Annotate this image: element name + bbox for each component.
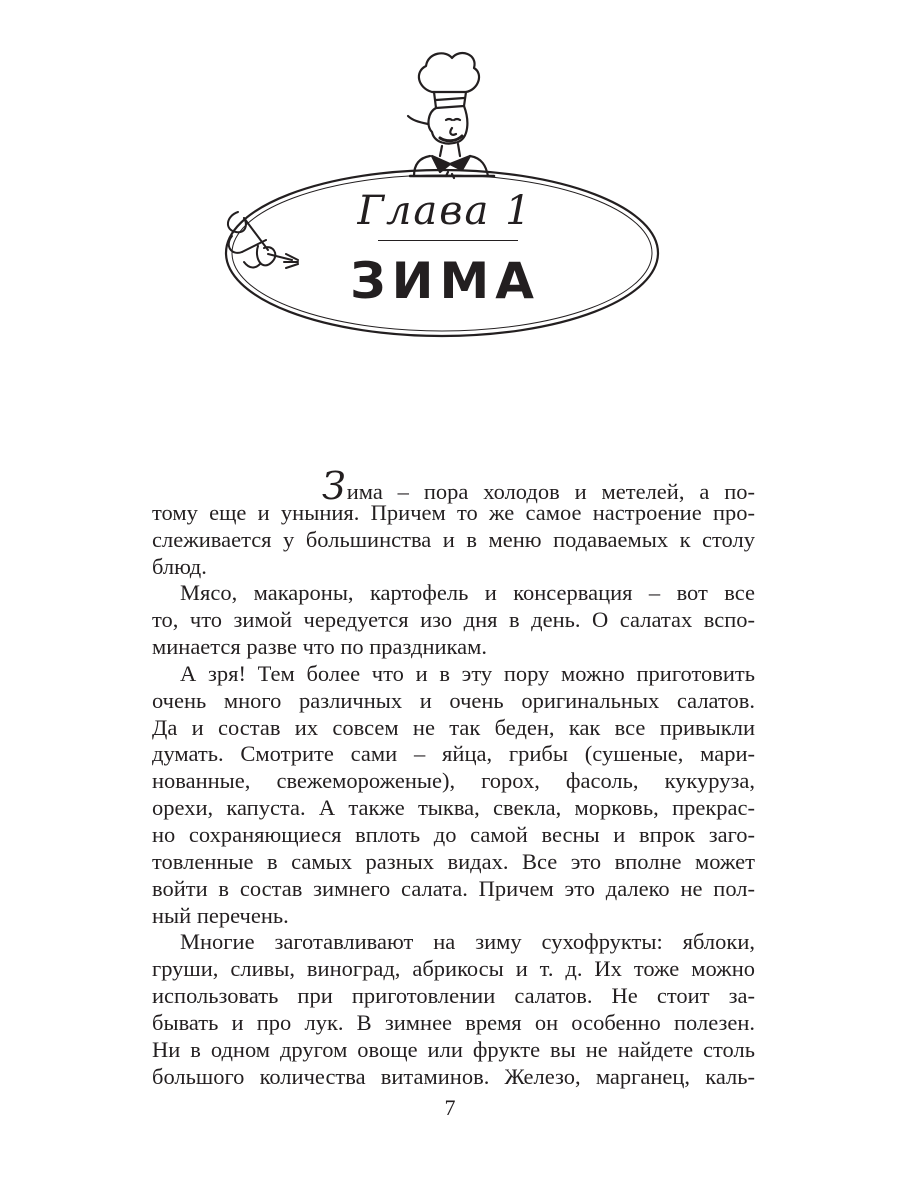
chapter-title: ЗИМА bbox=[350, 252, 540, 310]
text-line: Многие заготавливают на зиму сухофрукты: яблоки, bbox=[180, 929, 755, 955]
text-line: Мясо, макароны, картофель и консервация – вот все bbox=[180, 580, 755, 606]
chapter-body-text bbox=[152, 464, 755, 1090]
text-line: Ни в одном другом овоще или фрукте вы не найдете столь bbox=[152, 1036, 755, 1062]
text-line: ный перечень. bbox=[152, 902, 289, 928]
text-line: думать. Смотрите сами – яйца, грибы (сушеные, мари- bbox=[152, 741, 755, 767]
text-line: большого количества витаминов. Железо, марганец, каль- bbox=[152, 1063, 755, 1089]
text-line: блюд. bbox=[152, 553, 207, 579]
text-line: товленные в самых разных видах. Все это вполне может bbox=[152, 848, 755, 874]
text-line: то, что зимой чередуется изо дня в день. О салатах вспо- bbox=[152, 607, 755, 633]
chapter-label: Глава 1 bbox=[357, 188, 533, 234]
page-number: 7 bbox=[444, 1095, 456, 1120]
text-line: тому еще и уныния. Причем то же самое настроение про- bbox=[152, 499, 755, 525]
text-line: войти в состав зимнего салата. Причем это далеко не пол- bbox=[152, 875, 755, 901]
text-line: Да и состав их совсем не так беден, как все привыкли bbox=[152, 714, 755, 740]
text-line-content: има – пора холодов и метелей, а по- bbox=[346, 479, 755, 504]
text-line: орехи, капуста. А также тыква, свекла, морковь, прекрас- bbox=[152, 795, 755, 821]
text-line: использовать при приготовлении салатов. Не стоит за- bbox=[152, 983, 755, 1009]
chapter-divider bbox=[378, 240, 518, 241]
text-line: А зря! Тем более что и в эту пору можно приготовить bbox=[180, 660, 755, 686]
text-line: минается разве что по праздникам. bbox=[152, 634, 487, 660]
chef-illustration bbox=[408, 53, 494, 178]
text-line: бывать и про лук. В зимнее время он особенно полезен. bbox=[152, 1009, 755, 1035]
text-line: очень много различных и очень оригинальных салатов. bbox=[152, 687, 755, 713]
text-line bbox=[152, 464, 755, 508]
drop-cap: З bbox=[322, 464, 346, 508]
text-line: груши, сливы, виноград, абрикосы и т. д. Их тоже можно bbox=[152, 956, 755, 982]
text-line: но сохраняющиеся вплоть до самой весны и впрок заго- bbox=[152, 821, 755, 847]
utensils-decoration-icon bbox=[228, 212, 298, 268]
text-line: нованные, свежемороженые), горох, фасоль, кукуруза, bbox=[152, 768, 755, 794]
text-line: слеживается у большинства и в меню подаваемых к столу bbox=[152, 526, 755, 552]
